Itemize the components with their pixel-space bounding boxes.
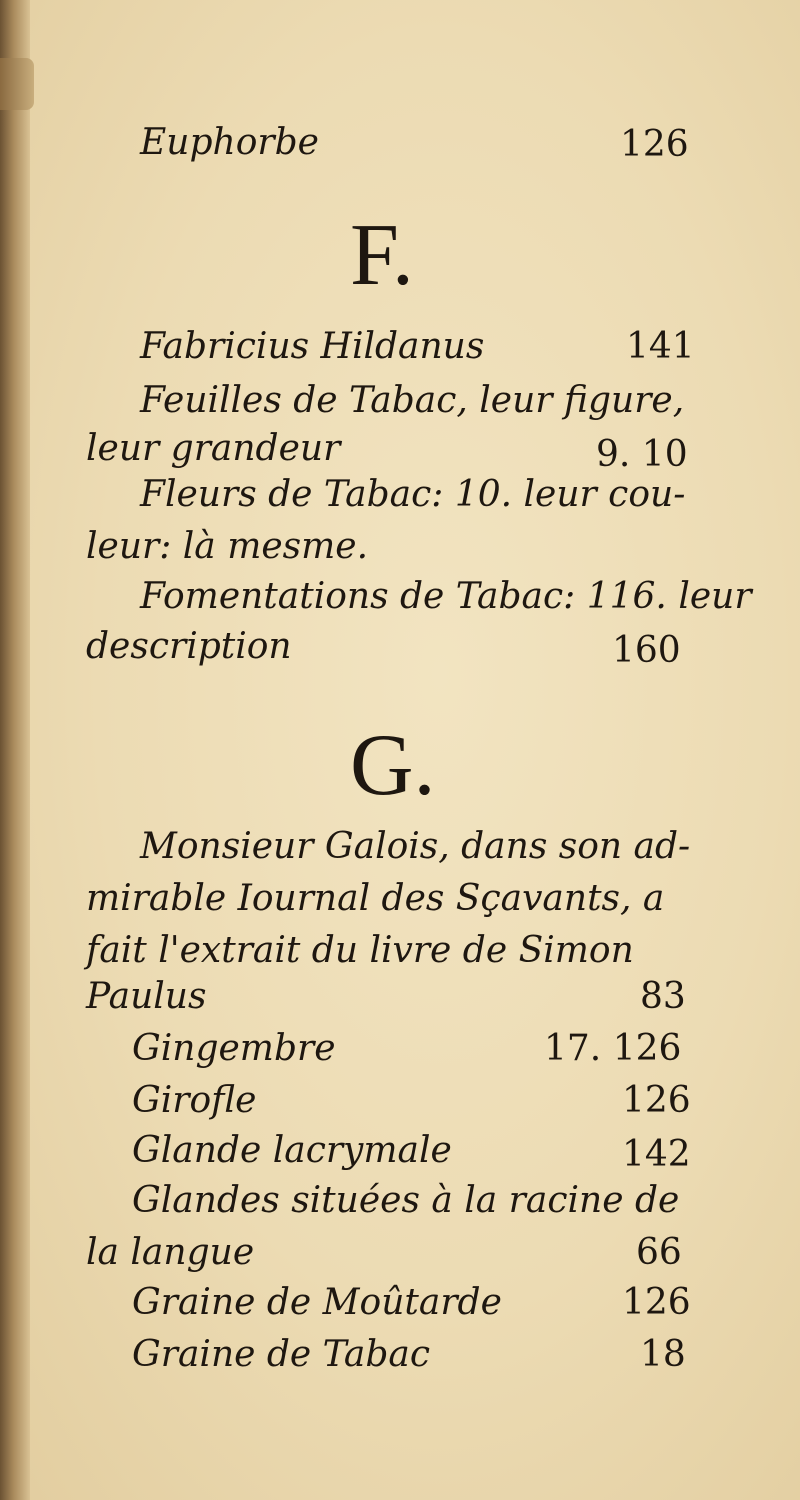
index-page-ref: 141	[626, 326, 695, 367]
index-entry: Girofle	[132, 1080, 257, 1121]
index-page-ref: 18	[640, 1334, 686, 1375]
page-tab	[0, 58, 34, 110]
index-page-ref: 17. 126	[544, 1028, 682, 1069]
page-number: 126	[620, 124, 689, 165]
index-entry-continuation: la langue	[86, 1232, 255, 1273]
index-entry: Feuilles de Tabac, leur figure,	[140, 380, 685, 421]
index-entry: Fabricius Hildanus	[140, 326, 485, 367]
index-page-ref: 126	[622, 1282, 691, 1323]
index-entry: Monsieur Galois, dans son ad-	[140, 826, 691, 867]
index-page-ref: 126	[622, 1080, 691, 1121]
index-entry-continuation: Paulus	[86, 976, 207, 1017]
index-entry-continuation: fait l'extrait du livre de Simon	[86, 930, 634, 971]
section-letter-g: G.	[350, 717, 436, 814]
index-entry-continuation: description	[86, 626, 292, 667]
index-page-ref: 9. 10	[596, 434, 688, 475]
index-entry-continuation: leur grandeur	[86, 428, 341, 469]
section-letter-f: F.	[350, 207, 414, 304]
index-entry: Glandes situées à la racine de	[132, 1180, 680, 1221]
index-entry: Gingembre	[132, 1028, 336, 1069]
index-entry: Glande lacrymale	[132, 1130, 452, 1171]
running-header: Euphorbe	[140, 122, 319, 163]
index-entry: Graine de Tabac	[132, 1334, 431, 1375]
index-entry-continuation: mirable Iournal des Sçavants, a	[86, 878, 665, 919]
index-page-ref: 160	[612, 630, 681, 671]
index-entry: Fomentations de Tabac: 116. leur	[140, 576, 752, 617]
index-page-ref: 83	[640, 976, 686, 1017]
index-entry-continuation: leur: là mesme.	[86, 526, 369, 567]
index-page-ref: 142	[622, 1134, 691, 1175]
index-page-ref: 66	[636, 1232, 682, 1273]
index-entry: Graine de Moûtarde	[132, 1282, 502, 1323]
index-entry: Fleurs de Tabac: 10. leur cou-	[140, 474, 686, 515]
book-spine	[0, 0, 30, 1500]
